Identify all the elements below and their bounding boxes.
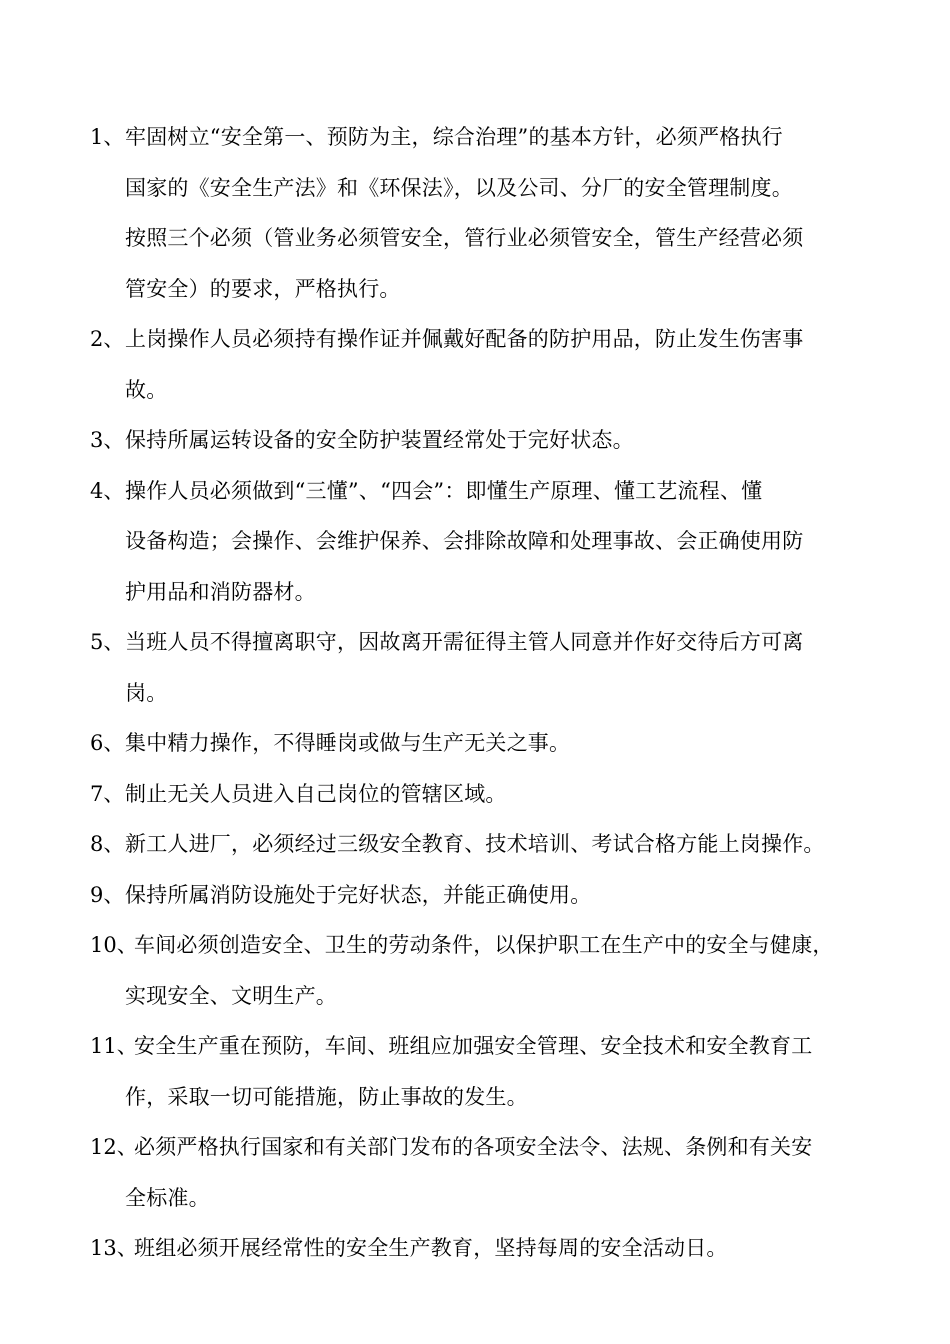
rule-number: 12、 <box>90 1135 138 1159</box>
rule-number: 7、 <box>90 781 125 806</box>
rule-number: 9、 <box>90 882 125 907</box>
rule-text-line: 设备构造；会操作、会维护保养、会排除故障和处理事故、会正确使用防 <box>125 529 804 553</box>
rule-item <box>90 1021 880 1122</box>
rule-item <box>90 415 880 466</box>
rule-text-line: 车间必须创造安全、卫生的劳动条件，以保护职工在生产中的安全与健康， <box>134 933 834 957</box>
rule-text-line: 集中精力操作，不得睡岗或做与生产无关之事。 <box>125 731 571 755</box>
rule-text-line: 新工人进厂，必须经过三级安全教育、技术培训、考试合格方能上岗操作。 <box>125 832 825 856</box>
rule-text-line: 制止无关人员进入自己岗位的管辖区域。 <box>125 781 507 806</box>
rule-number: 13、 <box>90 1236 138 1260</box>
rule-text-line: 当班人员不得擅离职守，因故离开需征得主管人同意并作好交待后方可离 <box>125 630 804 654</box>
rule-item <box>90 920 880 1021</box>
rule-text-line: 保持所属消防设施处于完好状态，并能正确使用。 <box>125 882 592 907</box>
rule-item <box>90 1122 880 1223</box>
rule-text-line: 操作人员必须做到“三懂”、“四会”：即懂生产原理、懂工艺流程、懂 <box>125 478 763 503</box>
rule-number: 3、 <box>90 428 125 452</box>
rule-text-line: 管安全）的要求，严格执行。 <box>125 276 401 301</box>
rule-number: 8、 <box>90 832 125 856</box>
safety-rules-list <box>90 112 880 1274</box>
rule-text-line: 实现安全、文明生产。 <box>125 983 337 1008</box>
rule-text-line: 上岗操作人员必须持有操作证并佩戴好配备的防护用品，防止发生伤害事 <box>125 327 804 351</box>
rule-text-line: 按照三个必须（管业务必须管安全，管行业必须管安全，管生产经营必须 <box>125 226 804 250</box>
rule-number: 1、 <box>90 125 125 149</box>
rule-text-line: 护用品和消防器材。 <box>125 579 316 604</box>
rule-text-line: 作，采取一切可能措施，防止事故的发生。 <box>125 1084 528 1109</box>
rule-text-line: 全标准。 <box>125 1185 210 1210</box>
rule-item <box>90 819 880 870</box>
rule-item <box>90 617 880 718</box>
rule-number: 5、 <box>90 630 125 654</box>
rule-text-line: 牢固树立“安全第一、预防为主，综合治理”的基本方针，必须严格执行 <box>125 125 783 149</box>
rule-text-line: 保持所属运转设备的安全防护装置经常处于完好状态。 <box>125 428 634 452</box>
rule-number: 2、 <box>90 327 125 351</box>
rule-text-line: 岗。 <box>125 680 168 705</box>
rule-item <box>90 769 880 820</box>
rule-item <box>90 466 880 618</box>
rule-text-line: 必须严格执行国家和有关部门发布的各项安全法令、法规、条例和有关安 <box>134 1135 813 1159</box>
rule-text-line: 国家的《安全生产法》和《环保法》，以及公司、分厂的安全管理制度。 <box>125 175 793 200</box>
rule-text-line: 班组必须开展经常性的安全生产教育，坚持每周的安全活动日。 <box>134 1236 728 1260</box>
rule-item <box>90 314 880 415</box>
rule-item <box>90 1223 880 1274</box>
rule-number: 4、 <box>90 478 125 503</box>
rule-item <box>90 718 880 769</box>
rule-number: 10、 <box>90 933 138 957</box>
rule-text-line: 安全生产重在预防，车间、班组应加强安全管理、安全技术和安全教育工 <box>134 1034 813 1058</box>
rule-item <box>90 112 880 314</box>
rule-number: 6、 <box>90 731 125 755</box>
rule-number: 11、 <box>90 1034 138 1058</box>
rule-text-line: 故。 <box>125 377 168 402</box>
rule-item <box>90 870 880 921</box>
